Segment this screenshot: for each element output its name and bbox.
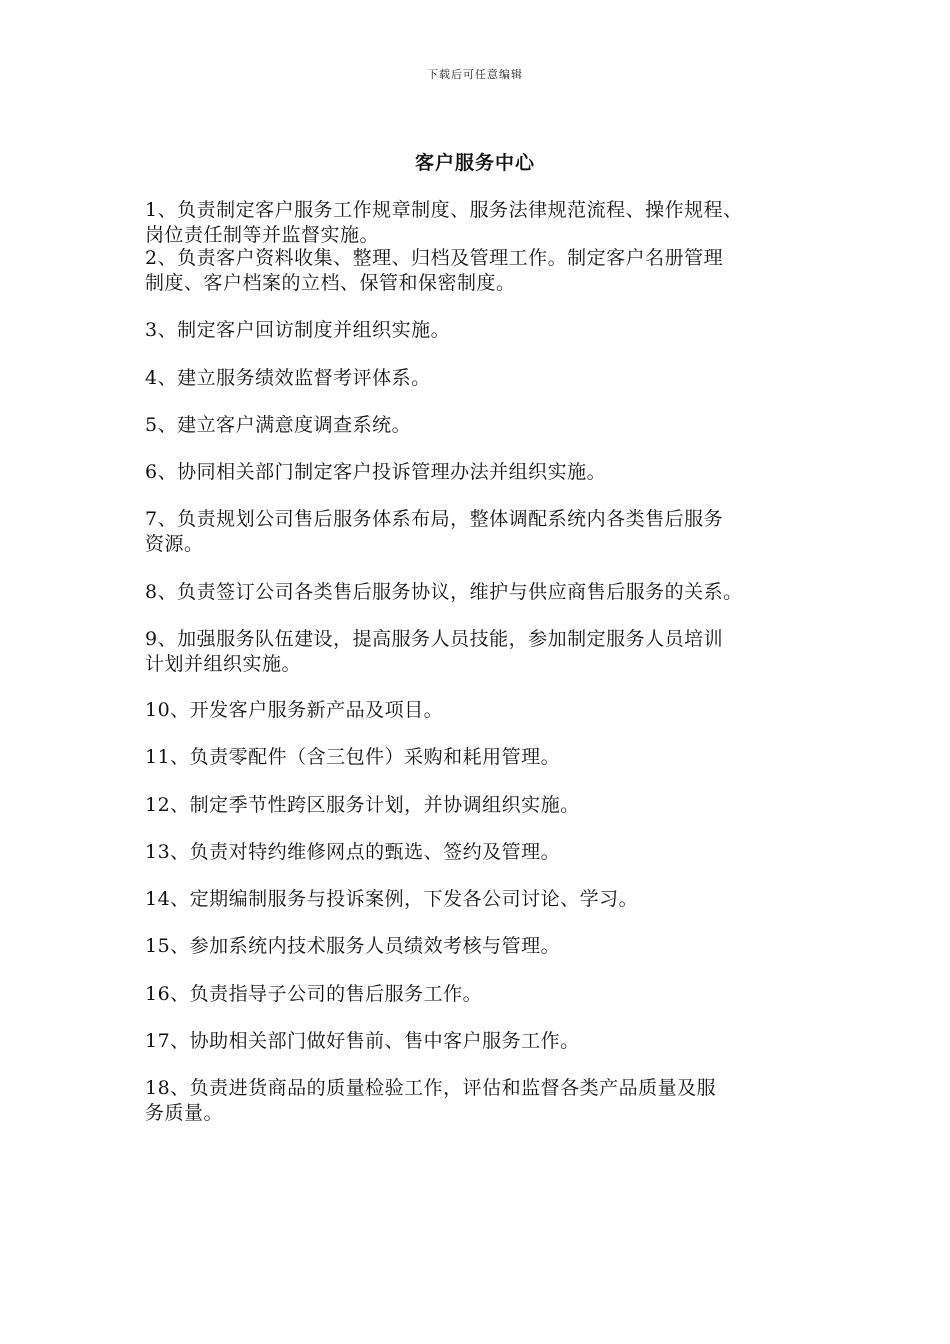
list-item: 13、负责对特约维修网点的甄选、签约及管理。 — [145, 841, 561, 863]
list-item: 1、负责制定客户服务工作规章制度、服务法律规范流程、操作规程、 岗位责任制等并监督实施。 — [145, 199, 743, 246]
list-item: 10、开发客户服务新产品及项目。 — [145, 699, 444, 721]
list-item: 8、负责签订公司各类售后服务协议，维护与供应商售后服务的关系。 — [145, 581, 743, 603]
list-item: 11、负责零配件（含三包件）采购和耗用管理。 — [145, 746, 561, 768]
list-item: 15、参加系统内技术服务人员绩效考核与管理。 — [145, 935, 561, 957]
page-header: 下载后可任意编辑 — [427, 68, 523, 81]
list-item: 4、建立服务绩效监督考评体系。 — [145, 367, 431, 389]
list-item: 18、负责进货商品的质量检验工作，评估和监督各类产品质量及服 务质量。 — [145, 1077, 717, 1124]
list-item: 17、协助相关部门做好售前、售中客户服务工作。 — [145, 1030, 580, 1052]
list-item: 3、制定客户回访制度并组织实施。 — [145, 319, 451, 341]
list-item: 16、负责指导子公司的售后服务工作。 — [145, 983, 483, 1005]
document-title: 客户服务中心 — [414, 152, 535, 174]
list-item: 5、建立客户满意度调查系统。 — [145, 414, 412, 436]
list-item: 9、加强服务队伍建设，提高服务人员技能，参加制定服务人员培训 计划并组织实施。 — [145, 628, 724, 675]
list-item: 12、制定季节性跨区服务计划，并协调组织实施。 — [145, 794, 580, 816]
list-item: 2、负责客户资料收集、整理、归档及管理工作。制定客户名册管理 制度、客户档案的立档、保管和保密制度。 — [145, 247, 724, 294]
list-item: 14、定期编制服务与投诉案例，下发各公司讨论、学习。 — [145, 888, 639, 910]
list-item: 7、负责规划公司售后服务体系布局，整体调配系统内各类售后服务 资源。 — [145, 508, 724, 555]
list-item: 6、协同相关部门制定客户投诉管理办法并组织实施。 — [145, 461, 607, 483]
